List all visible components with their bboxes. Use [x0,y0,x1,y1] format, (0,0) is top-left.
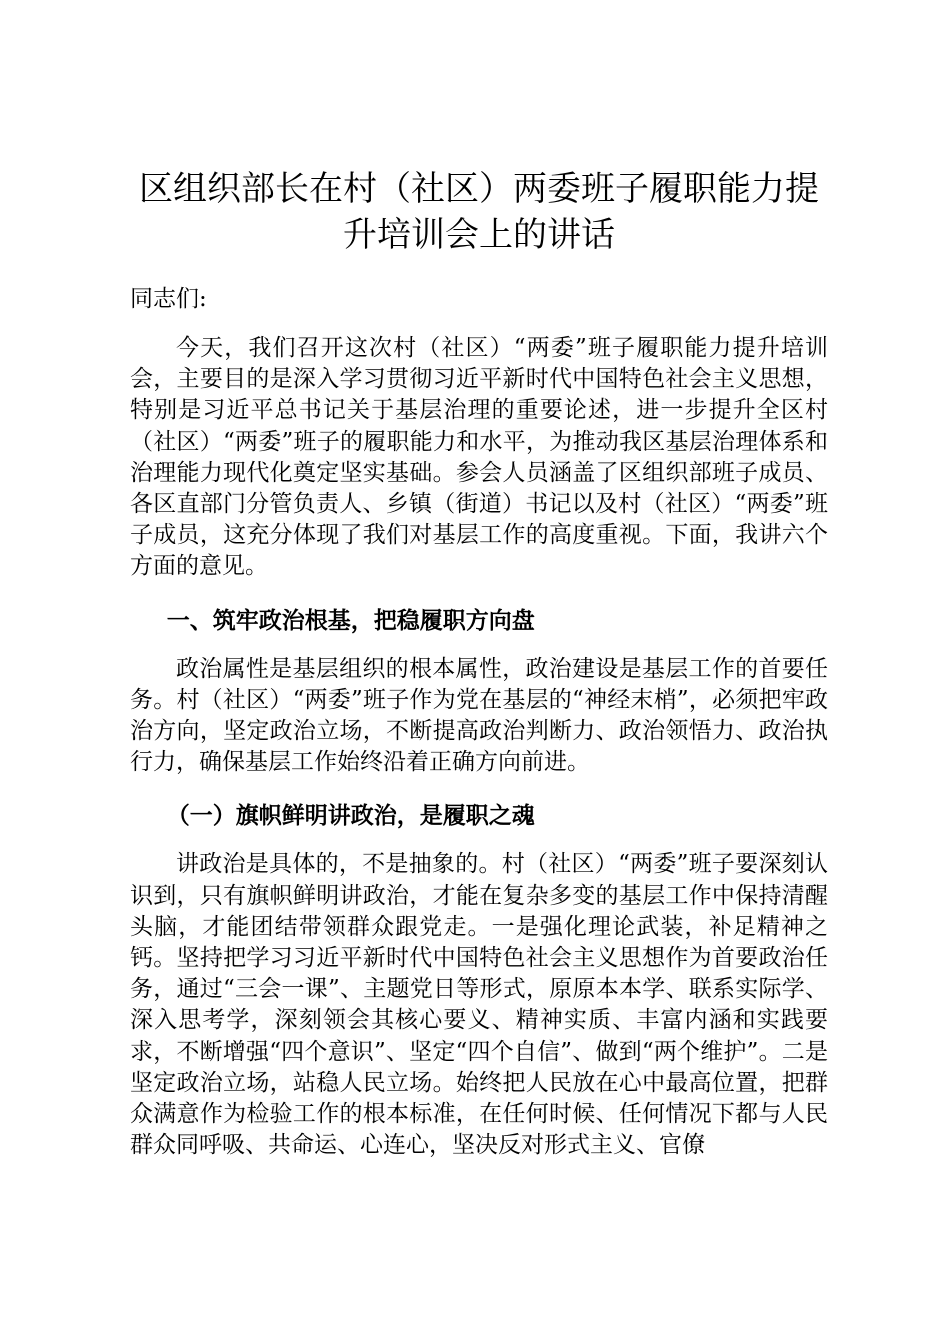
title-line-2: 升培训会上的讲话 [343,215,615,255]
subsection-heading-1: （一）旗帜鲜明讲政治，是履职之魂 [166,802,535,830]
paragraph-section-1: 政治属性是基层组织的根本属性，政治建设是基层工作的首要任务。村（社区）“两委”班子作为党在基层的“神经末梢”，必须把牢政治方向，坚定政治立场，不断提高政治判断力、政治领悟力、政治执行力，确保基层工作始终沿着正确方向前进。 [130,655,828,776]
document-title [130,166,828,258]
title-line-1: 区组织部长在村（社区）两委班子履职能力提 [139,169,819,209]
paragraph-intro: 今天，我们召开这次村（社区）“两委”班子履职能力提升培训会，主要目的是深入学习贯彻习近平新时代中国特色社会主义思想，特别是习近平总书记关于基层治理的重要论述，进一步提升全区村（社区）“两委”班子的履职能力和水平，为推动我区基层治理体系和治理能力现代化奠定坚实基础。参会人员涵盖了区组织部班子成员、各区直部门分管负责人、乡镇（街道）书记以及村（社区）“两委”班子成员，这充分体现了我们对基层工作的高度重视。下面，我讲六个方面的意见。 [130,335,828,580]
paragraph-subsection-1: 讲政治是具体的，不是抽象的。村（社区）“两委”班子要深刻认识到，只有旗帜鲜明讲政治，才能在复杂多变的基层工作中保持清醒头脑，才能团结带领群众跟党走。一是强化理论武装，补足精神之钙。坚持把学习习近平新时代中国特色社会主义思想作为首要政治任务，通过“三会一课”、主题党日等形式，原原本本学、联系实际学、深入思考学，深刻领会其核心要义、精神实质、丰富内涵和实践要求，不断增强“四个意识”、坚定“四个自信”、做到“两个维护”。二是坚定政治立场，站稳人民立场。始终把人民放在心中最高位置，把群众满意作为检验工作的根本标准，在任何时候、任何情况下都与人民群众同呼吸、共命运、心连心，坚决反对形式主义、官僚 [130,851,828,1159]
salutation: 同志们: [130,286,207,312]
document-page [130,166,828,1161]
section-heading-1: 一、筑牢政治根基，把稳履职方向盘 [166,606,535,634]
